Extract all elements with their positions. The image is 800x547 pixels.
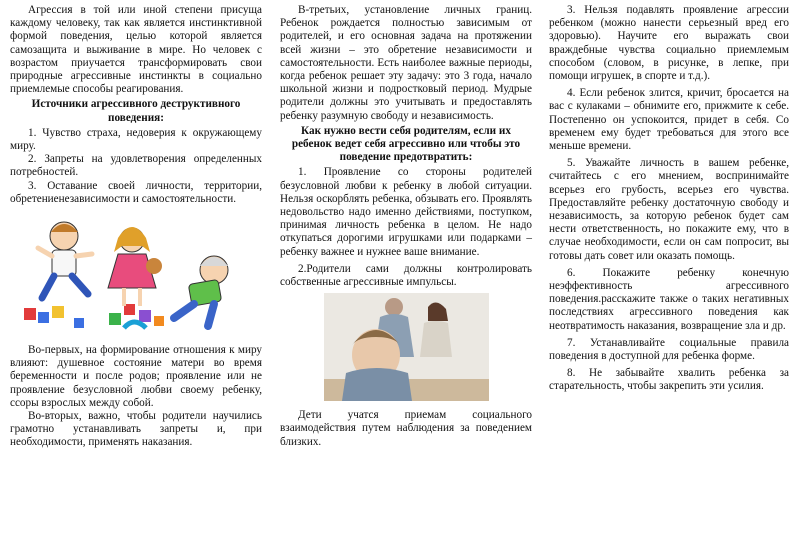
children-fighting-illustration: [14, 208, 249, 338]
third-factor-paragraph: В-третьих, установление личных границ. Ребенок рождается полностью зависимым от родителей, и его основная задача на протяжении всей жизни – это обретение независимости и самостоятельности. Есть наиболее важные периоды, когда ребенок решает эту задачу: это 3 года, начало школьной жизни и подростковый период. Мудрые родители должны это учитывать и предоставлять ребенку разумную свободу и независимость.: [280, 4, 532, 122]
closing-paragraph: Дети учатся приемам социального взаимодействия путем наблюдения за поведением близких.: [280, 409, 532, 448]
list-item: 1. Проявление со стороны родителей безусловной любви к ребенку в любой ситуации. Нельзя оскорблять ребенка, обзывать его. Проявлять недовольство надо именно действиями, поступком, принимая личность ребенка в целом. Не надо откупаться дорогими игрушками или подарками – ребенку важнее и нужнее ваше внимание.: [280, 166, 532, 258]
list-item: 7. Устанавливайте социальные правила поведения в доступной для ребенка форме.: [549, 336, 789, 363]
list-item: 5. Уважайте личность в вашем ребенке, считайтесь с его мнением, воспринимайте всерьез его грубость, всерьез его чувства. Предоставляйте ребенку достаточную свободу и независимость, за которую ребенок будет сам нести ответственность, но покажите ему, что в случае необходимости, если он сам попросит, вы готовы дать совет или оказать помощь.: [549, 157, 789, 262]
list-item: 6. Покажите ребенку конечную неэффективность агрессивного поведения.расскажите также о таких негативных последствиях агрессивного поведения как неотвратимость наказания, возвращение зла и др.: [549, 266, 789, 332]
column-1: [10, 4, 262, 450]
child-and-arguing-parents-photo: [324, 293, 489, 401]
first-factor-paragraph: Во-первых, на формирование отношения к миру влияют: душевное состояние матери во время беременности и после родов; проявление или не проявление безусловной любви своему ребенку, ссоры взрослых между собой.: [10, 344, 262, 409]
list-item: 4. Если ребенок злится, кричит, бросается на вас с кулаками – обнимите его, прижмите к себе. Постепенно он успокоится, придет в себя. Со временем ему будет требоваться для этого все меньше времени.: [549, 87, 789, 153]
intro-paragraph: Агрессия в той или иной степени присуща каждому человеку, так как является инстинктивной формой поведения, целью которой является самозащита и выживание в мире. Но человек с возрастом приучается трансформировать свои природные агрессивные инстинкты в социально приемлемые способы реагирования.: [10, 4, 262, 96]
parent-behavior-heading: Как нужно вести себя родителям, если их ребенок ведет себя агрессивно или чтобы это поведение предотвратить:: [291, 124, 521, 164]
second-factor-paragraph: Во-вторых, важно, чтобы родители научились грамотно устанавливать запреты и, при необходимости, применять наказания.: [10, 410, 262, 449]
list-item: 2. Запреты на удовлетворения определенных потребностей.: [10, 153, 262, 179]
sources-heading: Источники агрессивного деструктивного поведения:: [31, 98, 241, 124]
list-item: 1. Чувство страха, недоверия к окружающему миру.: [10, 126, 262, 153]
list-item: 3. Нельзя подавлять проявление агрессии ребенком (можно нанести серьезный вред его здоровью). Научите его выражать свои враждебные чувства социально приемлемым способом (словом, в рисунке, в лепке, при помощи игрушек, в спорте и т.д.).: [549, 4, 789, 83]
list-item: 3. Оставание своей личности, территории, обретениенезависимости и самостоятельности.: [10, 179, 262, 205]
column-2: [280, 4, 532, 449]
list-item: 8. Не забывайте хвалить ребенка за старательность, чтобы закрепить эти усилия.: [549, 367, 789, 393]
column-3: [549, 4, 789, 394]
list-item: 2.Родители сами должны контролировать собственные агрессивные импульсы.: [280, 262, 532, 289]
